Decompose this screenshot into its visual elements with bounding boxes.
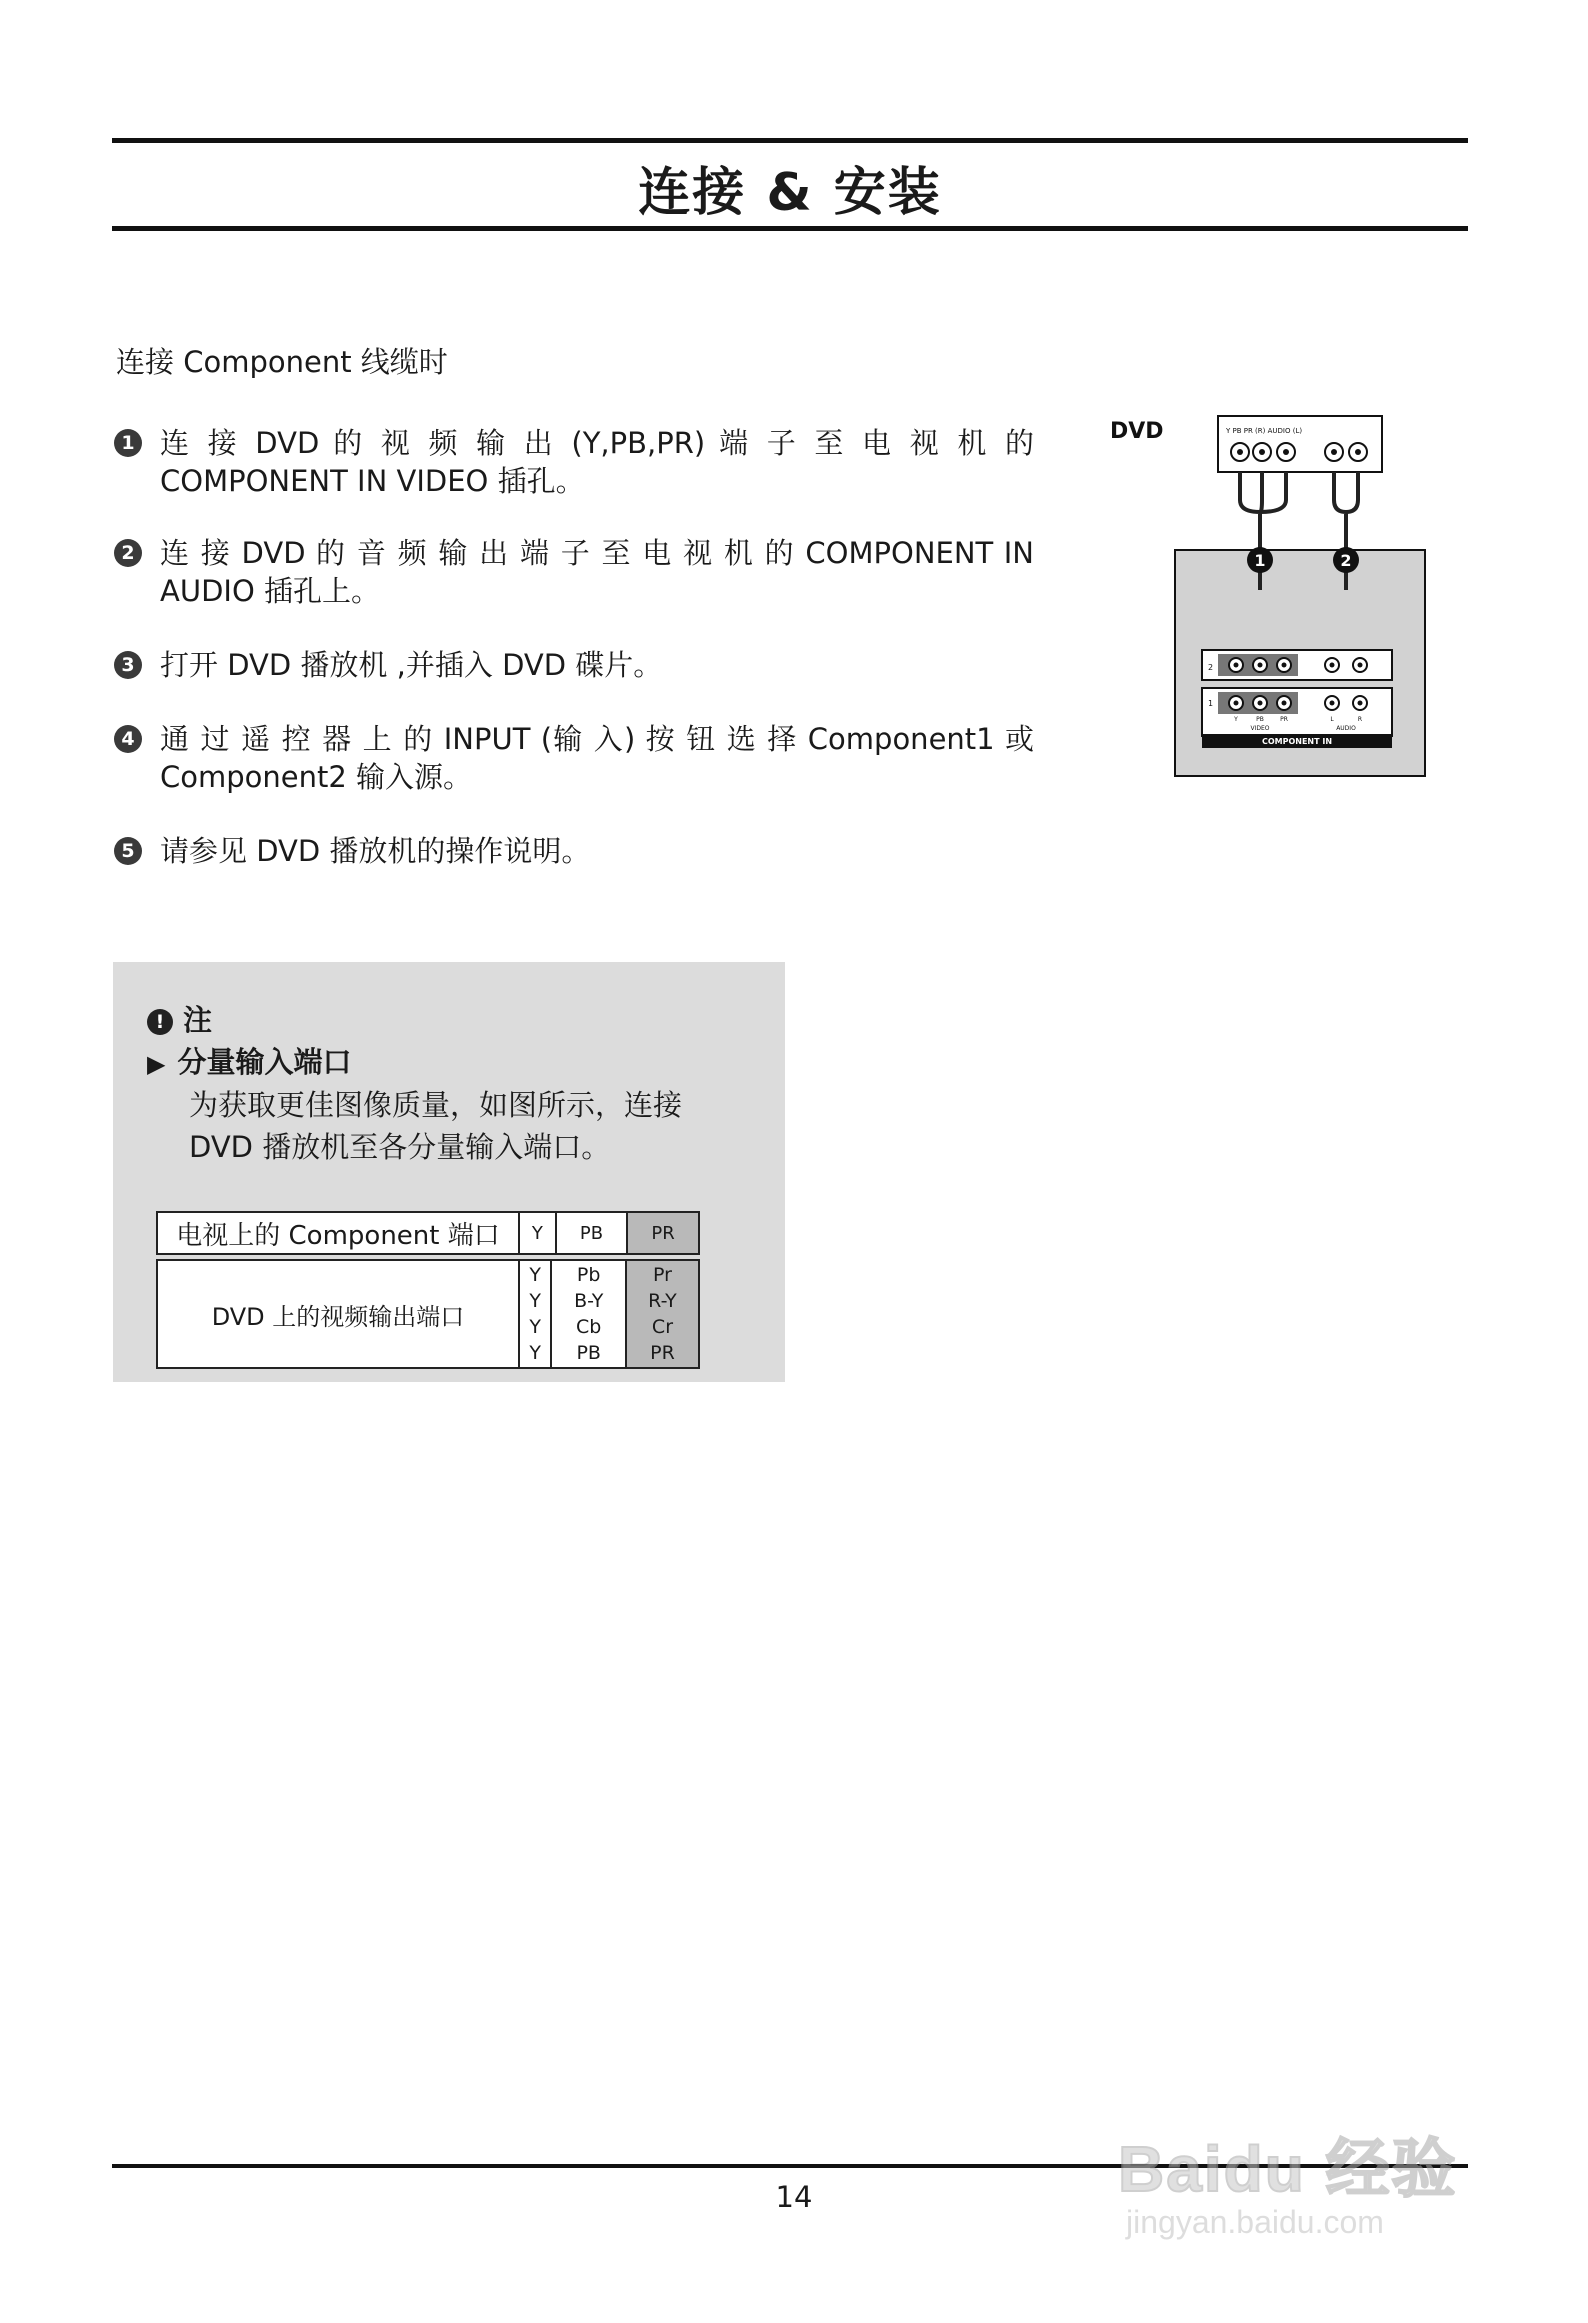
- dvd-col-pr: Pr R-Y Cr PR: [626, 1260, 699, 1368]
- watermark: [1118, 2076, 1498, 2256]
- step-text: 打开 DVD 播放机 ,并插入 DVD 碟片。: [160, 648, 663, 682]
- triangle-right-icon: ▶: [147, 1050, 166, 1078]
- callout-1: 1: [1254, 551, 1266, 570]
- svg-text:L: L: [1330, 716, 1334, 723]
- connection-diagram: [1110, 400, 1430, 790]
- page-title: 连接 & 安装: [638, 163, 942, 223]
- page-number: 14: [775, 2180, 813, 2214]
- tv-port-pb: PB: [556, 1212, 627, 1254]
- dvd-col-y: Y Y Y Y: [519, 1260, 551, 1368]
- top-rule: [112, 138, 1468, 143]
- alert-icon: !: [147, 1009, 173, 1035]
- svg-text:R: R: [1357, 716, 1363, 723]
- panel-label: COMPONENT IN: [1261, 737, 1333, 746]
- dvd-port-label: DVD 上的视频输出端口: [157, 1260, 519, 1368]
- step-1: [114, 424, 1034, 500]
- dvd-label: DVD: [1110, 419, 1164, 444]
- note-subheading: ▶ 分量输入端口: [147, 1045, 352, 1079]
- step-text: 连 接 DVD 的 视 频 输 出 (Y,PB,PR) 端 子 至 电 视 机 的 COMPONENT IN VIDEO 插孔。: [160, 426, 1034, 498]
- note-heading: ! 注: [147, 998, 212, 1039]
- note-body: 为获取更佳图像质量，如图所示，连接 DVD 播放机至各分量输入端口。: [189, 1088, 683, 1164]
- title-underline: [112, 226, 1468, 231]
- row-label-2: 2: [1208, 663, 1214, 672]
- svg-text:VIDEO: VIDEO: [1250, 725, 1270, 732]
- dvd-port-table: [156, 1259, 700, 1369]
- watermark-brand: Baidu 经验: [1118, 2133, 1458, 2205]
- svg-text:AUDIO: AUDIO: [1336, 725, 1356, 732]
- tv-port-label: 电视上的 Component 端口: [157, 1212, 519, 1254]
- dvd-col-pb: Pb B-Y Cb PB: [551, 1260, 626, 1368]
- tv-port-y: Y: [519, 1212, 556, 1254]
- step-text: 请参见 DVD 播放机的操作说明。: [160, 834, 591, 868]
- step-3: [114, 646, 1034, 684]
- step-text: 连 接 DVD 的 音 频 输 出 端 子 至 电 视 机 的 COMPONENT IN AUDIO 插孔上。: [160, 536, 1034, 608]
- step-number-icon: 5: [114, 837, 142, 865]
- row-label-1: 1: [1208, 699, 1214, 708]
- step-number-icon: 1: [114, 429, 142, 457]
- step-5: [114, 832, 1034, 870]
- step-text: 通 过 遥 控 器 上 的 INPUT (输 入) 按 钮 选 择 Component1 或 Component2 输入源。: [160, 722, 1034, 794]
- step-number-icon: 2: [114, 539, 142, 567]
- step-number-icon: 3: [114, 651, 142, 679]
- step-number-icon: 4: [114, 725, 142, 753]
- svg-text:PR: PR: [1280, 716, 1288, 723]
- svg-text:PB: PB: [1256, 716, 1264, 723]
- svg-text:Y: Y: [1234, 716, 1238, 723]
- callout-2: 2: [1340, 551, 1352, 570]
- note-box: [113, 962, 785, 1382]
- tv-port-table: [156, 1211, 700, 1255]
- section-subtitle: 连接 Component 线缆时: [116, 345, 448, 379]
- step-4: [114, 720, 1034, 796]
- watermark-url: jingyan.baidu.com: [1126, 2204, 1384, 2240]
- tv-port-pr: PR: [627, 1212, 699, 1254]
- step-2: [114, 534, 1034, 610]
- dvd-jack-labels: Y PB PR (R) AUDIO (L): [1226, 427, 1303, 435]
